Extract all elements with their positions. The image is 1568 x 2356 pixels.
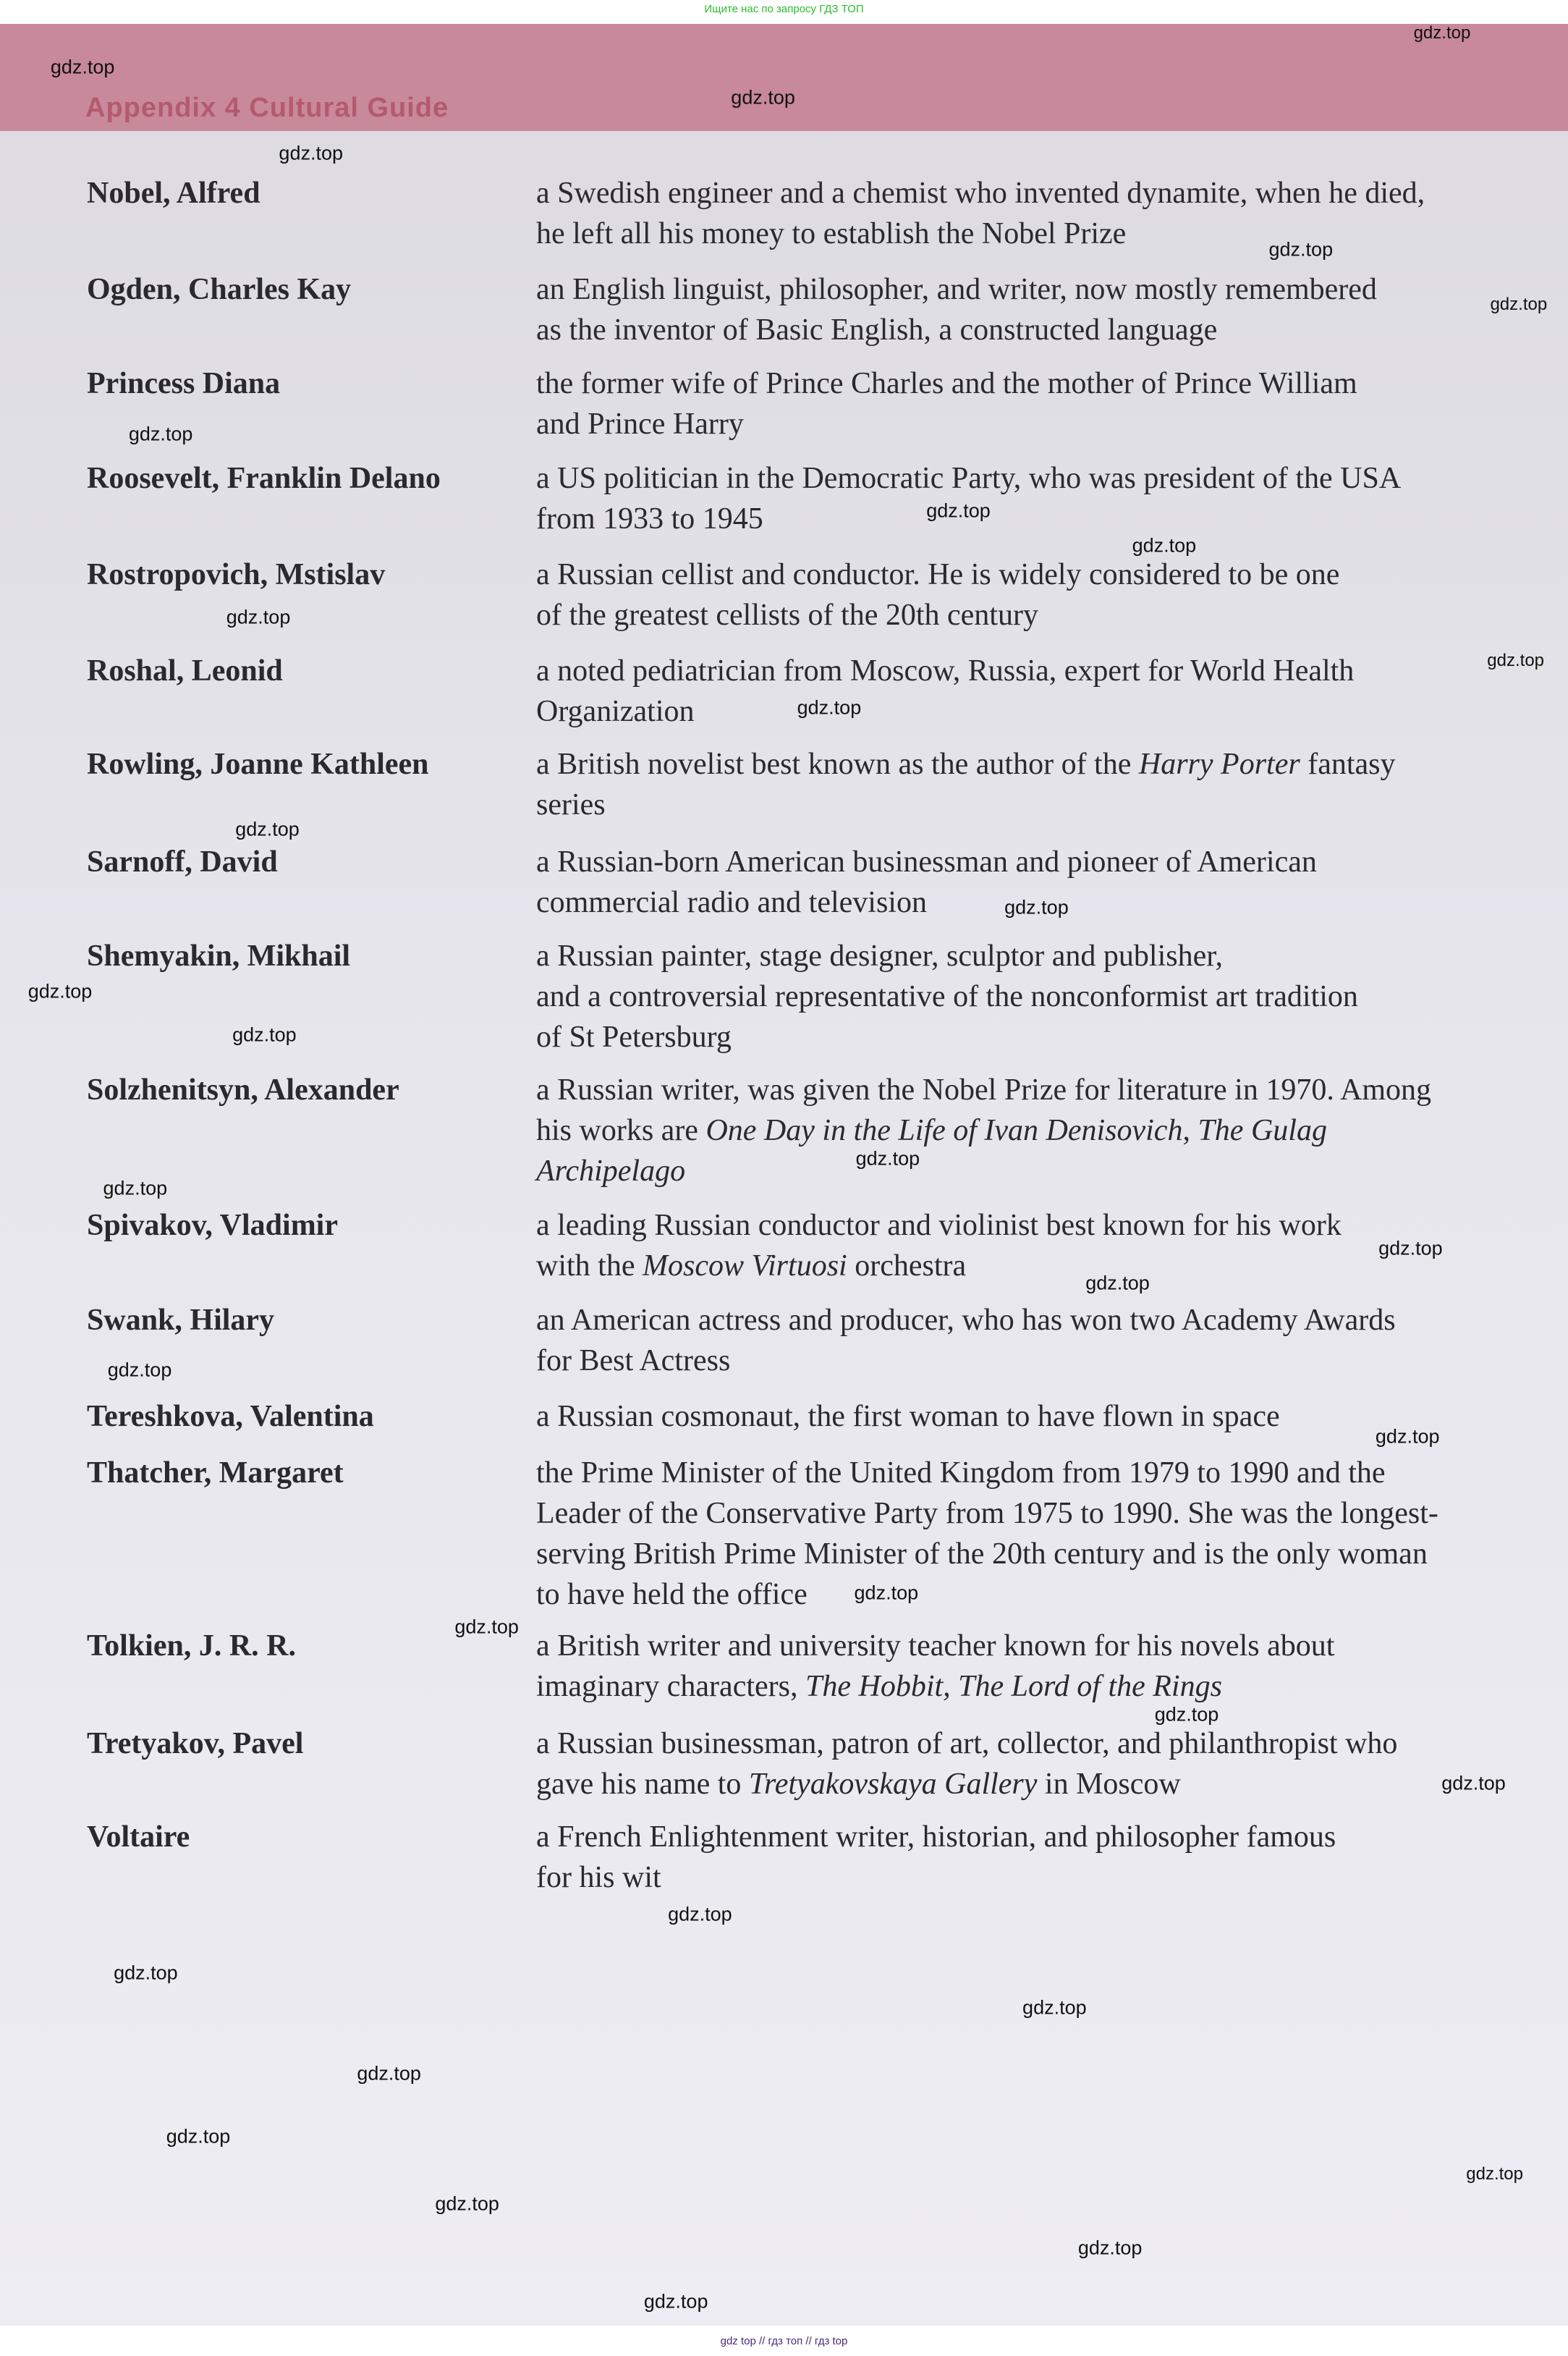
watermark-text: gdz.top (128, 423, 193, 445)
entry-description (536, 458, 1401, 539)
entry-description (536, 1626, 1334, 1707)
entry-name: Swank, Hilary (87, 1304, 275, 1337)
description-line (536, 1666, 1334, 1707)
description-line (536, 785, 1396, 825)
description-text: the former wife of Prince Charles and the mother of Prince William (536, 367, 1357, 400)
description-line (536, 842, 1317, 882)
description-text: a Russian cosmonaut, the first woman to have flown in space (536, 1400, 1280, 1433)
description-line (536, 1453, 1438, 1493)
description-text: of St Petersburg (536, 1021, 732, 1054)
description-line (536, 976, 1358, 1017)
description-line (536, 554, 1339, 595)
description-text: as the inventor of Basic English, a constructed language (536, 313, 1218, 347)
watermark-text: gdz.top (357, 2062, 421, 2085)
description-text: Leader of the Conservative Party from 1975 to 1990. She was the longest- (536, 1497, 1438, 1530)
description-line (536, 1151, 1431, 1191)
description-line (536, 595, 1339, 636)
entry-description (536, 1396, 1280, 1437)
watermark-text: gdz.top (50, 56, 115, 78)
watermark-text: gdz.top (1268, 238, 1334, 261)
entry-name: Ogden, Charles Kay (87, 273, 352, 306)
description-line (536, 691, 1354, 732)
page-header-title: Appendix 4 Cultural Guide (85, 93, 449, 123)
watermark-text: gdz.top (1466, 2163, 1523, 2184)
watermark-text: gdz.top (435, 2192, 499, 2215)
watermark-text: gdz.top (1132, 534, 1197, 557)
entry-name: Rostropovich, Mstislav (87, 558, 386, 591)
watermark-text: gdz.top (226, 606, 291, 628)
entry-name: Tretyakov, Pavel (87, 1727, 304, 1760)
description-text: from 1933 to 1945 (536, 502, 763, 536)
watermark-text: gdz.top (1154, 1703, 1219, 1726)
description-text: and a controversial representative of the nonconformist art tradition (536, 980, 1358, 1013)
watermark-text: gdz.top (235, 818, 300, 840)
title-italic: Moscow Virtuosi (642, 1249, 847, 1283)
watermark-text: gdz.top (1487, 651, 1545, 671)
watermark-text: gdz.top (797, 696, 862, 719)
entry-name: Tereshkova, Valentina (87, 1400, 374, 1433)
description-text: an English linguist, philosopher, and writer, now mostly remembered (536, 273, 1377, 306)
top-banner-text: Ищите нас по запросу ГДЗ ТОП (704, 3, 864, 15)
entry-description (536, 1300, 1396, 1381)
description-line (536, 1817, 1336, 1857)
description-text: and Prince Harry (536, 408, 744, 441)
description-line (536, 1205, 1342, 1246)
title-italic: One Day in the Life of Ivan Denisovich (705, 1114, 1183, 1147)
entry-name: Princess Diana (87, 367, 281, 400)
description-text: to have held the office (536, 1578, 808, 1611)
description-line (536, 1493, 1438, 1534)
description-line (536, 1723, 1397, 1764)
description-line (536, 1396, 1280, 1437)
entry-name: Rowling, Joanne Kathleen (87, 748, 429, 781)
watermark-text: gdz.top (1085, 1272, 1150, 1294)
description-line (536, 1626, 1334, 1666)
description-line (536, 651, 1354, 691)
watermark-text: gdz.top (1441, 1772, 1506, 1794)
description-text: a British novelist best known as the author of the (536, 748, 1139, 781)
description-line (536, 363, 1357, 404)
description-line (536, 882, 1317, 923)
description-text: his works are (536, 1114, 706, 1147)
description-text: imaginary characters, (536, 1670, 805, 1703)
watermark-text: gdz.top (855, 1147, 920, 1170)
description-line (536, 1070, 1431, 1110)
description-line (536, 1017, 1358, 1057)
description-line (536, 1110, 1431, 1151)
description-line (536, 744, 1396, 785)
entry-description (536, 651, 1354, 732)
title-italic: The Gulag (1198, 1114, 1327, 1147)
description-line (536, 1764, 1397, 1804)
description-line (536, 1300, 1396, 1340)
watermark-text: gdz.top (27, 980, 93, 1002)
watermark-text: gdz.top (454, 1616, 519, 1638)
entry-name: Nobel, Alfred (87, 177, 260, 210)
description-text: a Swedish engineer and a chemist who invented dynamite, when he died, (536, 177, 1425, 210)
bottom-footer-text: gdz top // гдз топ // гдз top (720, 2335, 848, 2347)
description-text: for his wit (536, 1861, 661, 1894)
description-line (536, 1246, 1342, 1286)
watermark-text: gdz.top (1004, 896, 1069, 919)
description-text: orchestra (847, 1249, 967, 1283)
entry-name: Voltaire (87, 1820, 190, 1854)
watermark-text: gdz.top (1077, 2237, 1143, 2259)
entry-description (536, 1070, 1431, 1191)
watermark-text: gdz.top (1490, 295, 1548, 315)
entry-name: Roshal, Leonid (87, 654, 283, 688)
description-text: a leading Russian conductor and violinist best known for his work (536, 1209, 1342, 1242)
entry-description (536, 554, 1339, 636)
entry-description (536, 1205, 1342, 1286)
description-text: serving British Prime Minister of the 20th century and is the only woman (536, 1537, 1428, 1571)
watermark-text: gdz.top (232, 1023, 297, 1046)
watermark-text: gdz.top (668, 1903, 732, 1925)
title-italic: Harry Porter (1138, 748, 1300, 781)
description-text: fantasy (1300, 748, 1396, 781)
entry-name: Solzhenitsyn, Alexander (87, 1073, 399, 1107)
description-text: in Moscow (1037, 1768, 1181, 1801)
description-line (536, 1857, 1336, 1898)
watermark-text: gdz.top (107, 1359, 172, 1381)
watermark-text: gdz.top (643, 2290, 708, 2313)
entry-description (536, 1817, 1336, 1898)
description-text: a Russian cellist and conductor. He is widely considered to be one (536, 558, 1340, 591)
description-line (536, 173, 1425, 214)
description-text: a British writer and university teacher known for his novels about (536, 1629, 1335, 1663)
description-text: a Russian painter, stage designer, sculptor and publisher, (536, 940, 1224, 973)
watermark-text: gdz.top (731, 86, 795, 109)
description-text: commercial radio and television (536, 886, 927, 919)
description-text: , (1182, 1114, 1198, 1147)
entry-name: Thatcher, Margaret (87, 1456, 344, 1490)
description-text: a Russian businessman, patron of art, collector, and philanthropist who (536, 1727, 1398, 1760)
watermark-text: gdz.top (279, 142, 344, 164)
watermark-text: gdz.top (1378, 1237, 1443, 1259)
description-line (536, 269, 1377, 310)
entry-description (536, 936, 1358, 1057)
watermark-text: gdz.top (1413, 22, 1471, 43)
description-text: a noted pediatrician from Moscow, Russia, expert for World Health (536, 654, 1355, 688)
entry-name: Roosevelt, Franklin Delano (87, 462, 441, 495)
entry-description (536, 842, 1317, 923)
description-line (536, 1534, 1438, 1574)
description-text: Organization (536, 695, 695, 728)
description-text: a Russian-born American businessman and pioneer of American (536, 845, 1317, 879)
description-text: he left all his money to establish the Nobel Prize (536, 217, 1127, 250)
watermark-text: gdz.top (1022, 1996, 1087, 2019)
watermark-text: gdz.top (103, 1177, 168, 1199)
entry-name: Tolkien, J. R. R. (87, 1629, 297, 1663)
description-text: a Russian writer, was given the Nobel Prize for literature in 1970. Among (536, 1073, 1432, 1107)
watermark-text: gdz.top (926, 499, 991, 522)
description-text: gave his name to (536, 1768, 749, 1801)
description-text: a French Enlightenment writer, historian, and philosopher famous (536, 1820, 1336, 1854)
title-italic: Tretyakovskaya Gallery (748, 1768, 1038, 1801)
watermark-text: gdz.top (114, 1962, 178, 1984)
watermark-text: gdz.top (166, 2125, 231, 2148)
description-line (536, 404, 1357, 444)
title-italic: Archipelago (536, 1154, 686, 1188)
description-text: the Prime Minister of the United Kingdom from 1979 to 1990 and the (536, 1456, 1386, 1490)
entry-name: Sarnoff, David (87, 845, 278, 879)
watermark-text: gdz.top (854, 1582, 919, 1604)
description-text: for Best Actress (536, 1344, 731, 1377)
description-line (536, 458, 1401, 499)
description-text: of the greatest cellists of the 20th century (536, 599, 1038, 632)
description-line (536, 936, 1358, 976)
entry-description (536, 269, 1377, 350)
description-text: series (536, 788, 606, 822)
description-text: a US politician in the Democratic Party, who was president of the USA (536, 462, 1402, 495)
entry-description (536, 1453, 1438, 1615)
description-line (536, 1340, 1396, 1381)
description-text: an American actress and producer, who has won two Academy Awards (536, 1304, 1396, 1337)
entry-description (536, 1723, 1397, 1804)
watermark-text: gdz.top (1375, 1425, 1440, 1448)
entry-name: Shemyakin, Mikhail (87, 940, 351, 973)
header-band (0, 24, 1568, 131)
description-line (536, 310, 1377, 350)
entry-name: Spivakov, Vladimir (87, 1209, 338, 1242)
description-line (536, 1574, 1438, 1615)
entry-description (536, 744, 1396, 825)
entry-description (536, 363, 1357, 444)
description-text: with the (536, 1249, 643, 1283)
title-italic: The Hobbit, The Lord of the Rings (805, 1670, 1222, 1703)
